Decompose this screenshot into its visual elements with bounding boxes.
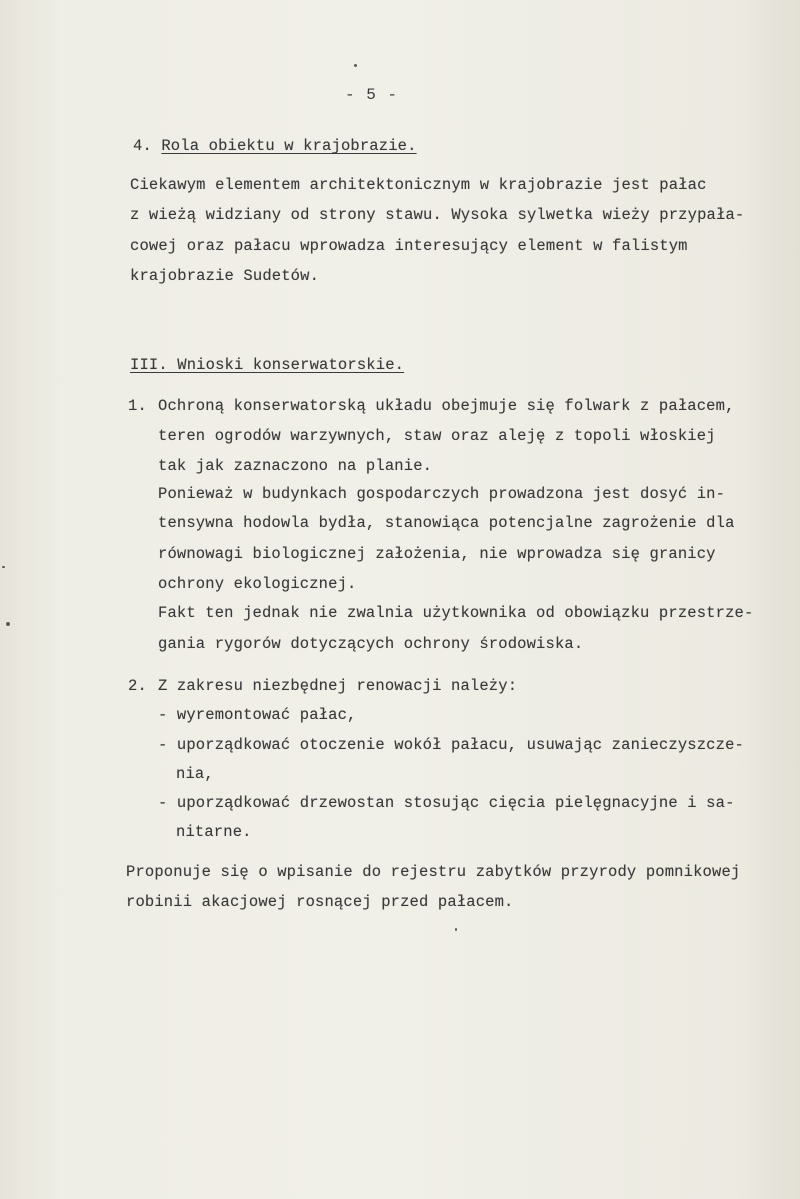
section-4-number: 4. [133,137,152,155]
item-1-line: tak jak zaznaczono na planie. [158,457,433,475]
closing-line: Proponuje się o wpisanie do rejestru zabytków przyrody pomnikowej [126,863,741,881]
item-2-bullet: - uporządkować drzewostan stosując cięcia pielęgnacyjne i sa- [158,794,735,812]
paragraph-line: cowej oraz pałacu wprowadza interesujący element w falistym [130,237,688,255]
page-number: - 5 - [345,86,399,104]
section-iii-heading: III. Wnioski konserwatorskie. [130,356,405,374]
item-2-intro: Z zakresu niezbędnej renowacji należy: [158,677,518,695]
item-2-number: 2. [128,677,147,695]
scan-speck [455,928,457,931]
item-1-line: gania rygorów dotyczących ochrony środowiska. [158,635,584,653]
scan-speck [6,622,10,626]
paragraph-line: z wieżą widziany od strony stawu. Wysoka sylwetka wieży przypała- [130,206,745,224]
item-1-line: teren ogrodów warzywnych, staw oraz aleję z topoli włoskiej [158,427,716,445]
paragraph-line: Ciekawym elementem architektonicznym w krajobrazie jest pałac [130,176,707,194]
item-1-line: tensywna hodowla bydła, stanowiąca potencjalne zagrożenie dla [158,514,735,532]
item-2-bullet: nitarne. [176,823,252,841]
item-1-line: Ponieważ w budynkach gospodarczych prowadzona jest dosyć in- [158,485,726,503]
item-1-line: Ochroną konserwatorską układu obejmuje się folwark z pałacem, [158,397,735,415]
section-4-title: Rola obiektu w krajobrazie. [161,137,417,155]
item-2-bullet: - wyremontować pałac, [158,706,357,724]
item-2-bullet: nia, [176,765,214,783]
closing-line: robinii akacjowej rosnącej przed pałacem. [126,893,514,911]
item-1-line: Fakt ten jednak nie zwalnia użytkownika od obowiązku przestrze- [158,604,754,622]
item-1-number: 1. [128,397,147,415]
item-1-line: ochrony ekologicznej. [158,575,357,593]
section-4-heading [133,136,417,156]
paragraph-line: krajobrazie Sudetów. [130,267,320,285]
scan-speck [354,64,357,67]
item-2-bullet: - uporządkować otoczenie wokół pałacu, usuwając zanieczyszcze- [158,736,744,754]
item-1-line: równowagi biologicznej założenia, nie wprowadza się granicy [158,545,716,563]
scan-speck [2,566,5,568]
